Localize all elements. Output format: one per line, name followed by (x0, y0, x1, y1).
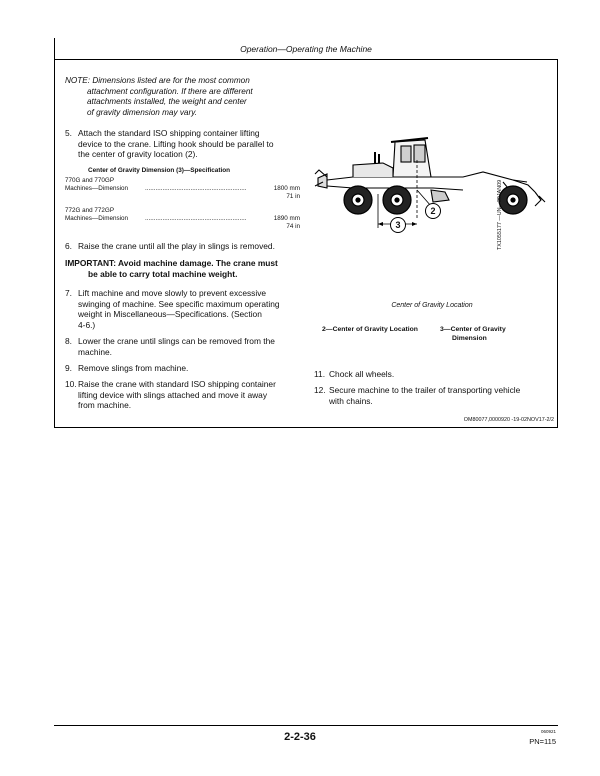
header-rule (54, 59, 558, 60)
step-line: Lift machine and move slowly to prevent excessive (78, 288, 267, 298)
figure-caption: Center of Gravity Location (391, 302, 473, 309)
step-number: 10. (65, 379, 77, 389)
document-code: OM80077,0000920 -19-02NOV17-2/2 (463, 417, 554, 423)
legend-text: Dimension (452, 334, 487, 342)
spec-model: 770G and 770GP (65, 177, 115, 184)
spec-label: Machines—Dimension (65, 215, 128, 222)
spec-alt-value: 71 in (286, 193, 300, 200)
step-line: lifting device with slings attached and move it away (78, 389, 268, 400)
step-line: the center of gravity location (2). (78, 149, 198, 160)
step-text (78, 128, 274, 160)
step-6 (65, 241, 310, 253)
step-line: with chains. (329, 395, 373, 406)
callout-2 (425, 203, 441, 219)
step-text (329, 385, 520, 406)
callout-3-label: 3 (395, 220, 401, 230)
legend-text: Center of Gravity (450, 326, 506, 333)
note-label: NOTE: (65, 76, 91, 85)
step-number: 12. (314, 385, 326, 395)
spec-value: 1890 mm (273, 215, 300, 222)
important-block (65, 258, 310, 279)
footer-small-code: 060921 (540, 729, 556, 734)
spec-dots: .......................................................... (145, 185, 247, 192)
step-11 (314, 369, 554, 381)
callout-3 (390, 217, 406, 233)
footer-rule (54, 725, 558, 726)
figure-side-code: TX1055177 —UN—29JAN09 (497, 179, 503, 250)
step-line: Raise the crane with standard ISO shipping container (78, 379, 276, 389)
step-line: swinging of machine. See specific maximum operating (78, 298, 280, 309)
step-number: 7. (65, 288, 72, 298)
step-line: machine. (78, 346, 112, 357)
step-text (329, 369, 394, 380)
spec-model: 772G and 772GP (65, 207, 115, 214)
step-line: Lower the crane until slings can be removed from the (78, 336, 275, 346)
motor-grader-illustration (313, 130, 548, 242)
legend-item-2 (322, 326, 432, 335)
note-line-4: of gravity dimension may vary. (87, 107, 197, 117)
step-10 (65, 379, 310, 413)
legend-number: 2— (322, 326, 333, 333)
important-line-1: Avoid machine damage. The crane must (118, 258, 278, 268)
footer-pn: PN=115 (529, 737, 556, 746)
note-line-3: attachments installed, the weight and center (87, 97, 247, 106)
spec-value: 1800 mm (273, 185, 300, 192)
important-label: IMPORTANT: (65, 258, 117, 268)
step-text (78, 241, 275, 252)
step-number: 6. (65, 241, 72, 251)
step-number: 11. (314, 369, 326, 379)
spec-group-2 (65, 207, 300, 235)
step-number: 8. (65, 336, 72, 346)
page-number: 2-2-36 (284, 731, 316, 743)
spec-group-1 (65, 177, 300, 205)
step-5 (65, 128, 310, 162)
spec-alt-value: 74 in (286, 223, 300, 230)
step-line: Remove slings from machine. (78, 363, 189, 373)
step-8 (65, 336, 310, 358)
step-line: Secure machine to the trailer of transporting vehicle (329, 385, 521, 395)
note-line-1: Dimensions listed are for the most common (92, 76, 250, 85)
step-line: 4-6.) (78, 319, 96, 330)
step-9 (65, 363, 310, 375)
step-line: Raise the crane until all the play in slings is removed. (78, 241, 275, 251)
note-line-2: attachment configuration. If there are different (87, 86, 253, 96)
step-line: from machine. (78, 400, 132, 411)
step-number: 9. (65, 363, 72, 373)
note-block (65, 76, 305, 118)
step-line: device to the crane. Lifting hook should be parallel to (78, 138, 274, 149)
body-bottom-rule (54, 427, 558, 428)
callout-2-label: 2 (430, 206, 436, 216)
step-7 (65, 288, 310, 332)
step-text (78, 336, 275, 357)
page-header-title: Operation—Operating the Machine (240, 44, 372, 54)
spec-title: Center of Gravity Dimension (3)—Specification (88, 167, 231, 174)
legend-text: Center of Gravity Location (332, 326, 418, 333)
spec-dots: .......................................................... (145, 215, 247, 222)
spec-label: Machines—Dimension (65, 185, 128, 192)
step-text (78, 363, 188, 374)
step-line: Chock all wheels. (329, 369, 395, 379)
step-text (78, 379, 276, 411)
step-text (78, 288, 280, 330)
step-number: 5. (65, 128, 72, 138)
legend-item-3 (440, 326, 540, 343)
step-line: Attach the standard ISO shipping container lifting (78, 128, 260, 138)
legend-number: 3— (440, 326, 451, 333)
body-left-rule (54, 60, 55, 428)
body-right-rule (557, 60, 558, 428)
step-line: weight in Miscellaneous—Specifications. (Section (78, 309, 262, 320)
step-12 (314, 385, 554, 409)
important-line-2: be able to carry total machine weight. (88, 268, 238, 279)
